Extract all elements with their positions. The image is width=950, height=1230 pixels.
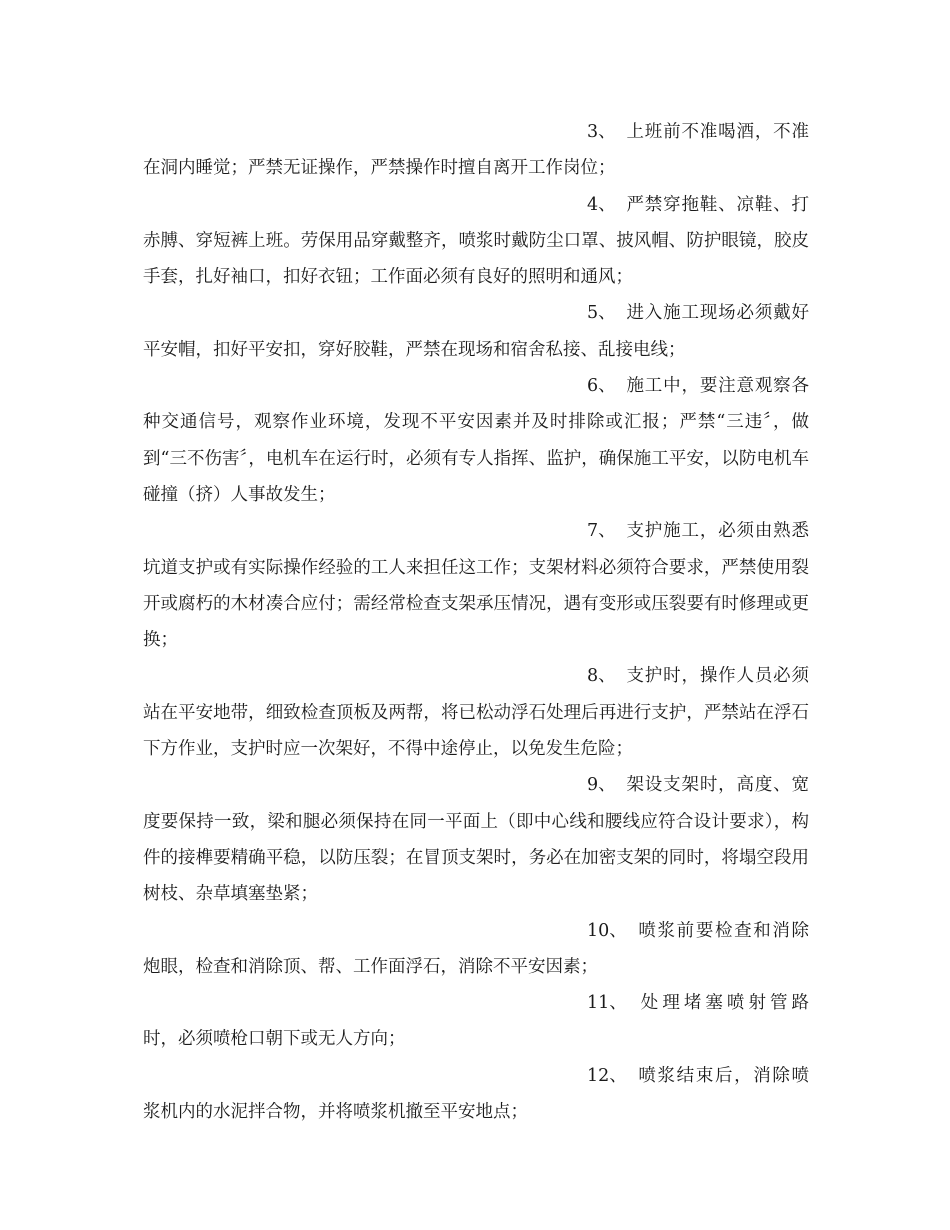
list-item (143, 913, 809, 986)
item-text: 支护施工，必须由熟悉坑道支护或有实际操作经验的工人来担任这工作；支架材料必须符合要求，严禁使用裂开或腐朽的木材凑合应付；需经常检查支架承压情况，遇有变形或压裂要有时修理或更换； (143, 521, 809, 651)
item-text: 严禁穿拖鞋、凉鞋、打赤膊、穿短裤上班。劳保用品穿戴整齐，喷浆时戴防尘口罩、披风帽、防护眼镜，胶皮手套，扎好袖口，扣好衣钮；工作面必须有良好的照明和通风； (143, 194, 809, 288)
document-body (143, 114, 809, 1130)
list-item (143, 985, 809, 1058)
item-number: 6、 (587, 376, 616, 397)
item-number: 4、 (587, 194, 616, 215)
item-number: 9、 (587, 775, 616, 796)
list-item (143, 658, 809, 767)
list-item (143, 187, 809, 296)
item-text: 喷浆结束后，消除喷浆机内的水泥拌合物，并将喷浆机撤至平安地点； (143, 1065, 809, 1123)
item-text: 施工中，要注意观察各种交通信号，观察作业环境，发现不平安因素并及时排除或汇报；严禁“三违〞，做到“三不伤害〞，电机车在运行时，必须有专人指挥、监护，确保施工平安，以防电机车碰撞（挤）人事故发生； (143, 376, 809, 505)
item-number: 7、 (587, 521, 616, 542)
item-text: 上班前不准喝酒，不准在洞内睡觉；严禁无证操作，严禁操作时擅自离开工作岗位； (143, 122, 809, 179)
item-number: 3、 (587, 122, 616, 142)
item-text: 处理堵塞喷射管路时，必须喷枪口朝下或无人方向； (143, 993, 809, 1050)
item-number: 8、 (587, 666, 616, 687)
item-text: 架设支架时，高度、宽度要保持一致，梁和腿必须保持在同一平面上（即中心线和腰线应符合设计要求），构件的接榫要精确平稳，以防压裂；在冒顶支架时，务必在加密支架的同时，将塌空段用树枝、杂草填塞垫紧； (143, 775, 809, 905)
item-number: 10、 (587, 920, 627, 941)
item-number: 5、 (587, 303, 616, 324)
list-item (143, 767, 809, 912)
item-text: 支护时，操作人员必须站在平安地带，细致检查顶板及两帮，将已松动浮石处理后再进行支护，严禁站在浮石下方作业，支护时应一次架好，不得中途停止，以免发生危险； (143, 666, 809, 760)
list-item (143, 513, 809, 658)
list-item (143, 114, 809, 187)
list-item (143, 295, 809, 368)
item-number: 12、 (587, 1065, 627, 1086)
item-number: 11、 (587, 993, 627, 1014)
item-text: 喷浆前要检查和消除炮眼，检查和消除顶、帮、工作面浮石，消除不平安因素； (143, 920, 809, 977)
list-item (143, 1058, 809, 1131)
list-item (143, 368, 809, 513)
item-text: 进入施工现场必须戴好平安帽，扣好平安扣，穿好胶鞋，严禁在现场和宿舍私接、乱接电线； (143, 303, 809, 360)
